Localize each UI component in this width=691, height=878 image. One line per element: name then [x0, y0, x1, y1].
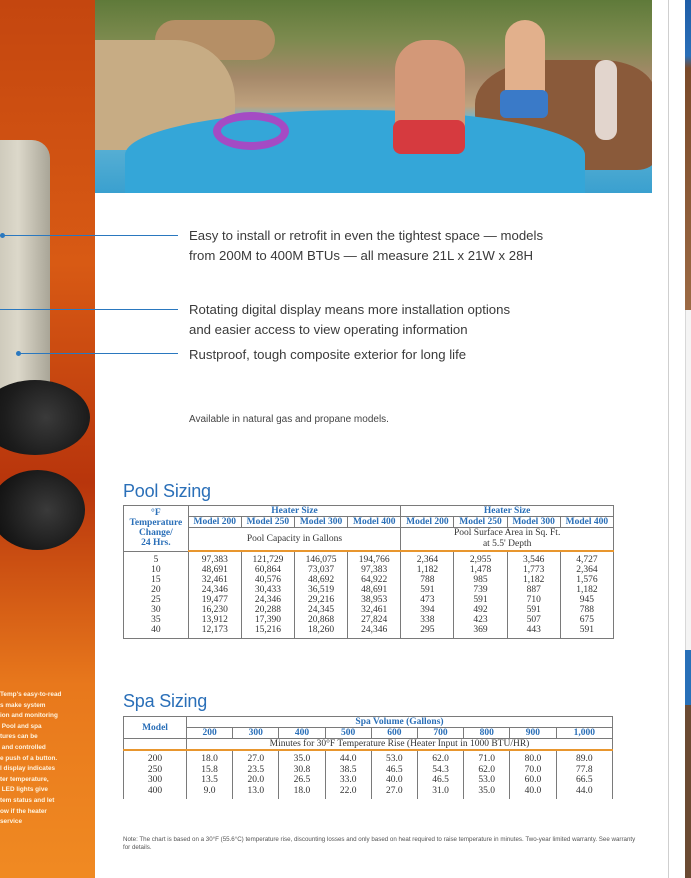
table-cell: 121,729: [252, 555, 284, 565]
value-column: [454, 551, 507, 639]
table-cell: 3,546: [523, 555, 545, 565]
value-column: [241, 551, 294, 639]
table-cell: 25: [151, 594, 161, 605]
table-cell: 788: [579, 605, 595, 615]
next-page-edge: [668, 0, 691, 878]
table-cell: 32,461: [361, 605, 388, 615]
table-cell: 18,260: [308, 625, 335, 635]
minutes-column: [510, 750, 556, 799]
value-column: [295, 551, 348, 639]
table-cell: 30,433: [254, 585, 281, 595]
table-cell: 60.0: [524, 775, 542, 785]
table-cell: 27.0: [247, 754, 265, 764]
volume-header-cell: 800: [464, 728, 510, 739]
volume-header-cell: 500: [325, 728, 371, 739]
table-cell: 443: [526, 625, 541, 635]
volume-header-cell: 300: [233, 728, 279, 739]
table-cell: 591: [420, 585, 435, 595]
footnote: Note: The chart is based on a 30°F (55.6°C) temperature rise, discounting losses and only based on heat required to raise temperature in minutes. Two-year limited warranty. See warranty for details.: [123, 836, 636, 851]
spa-sizing-table: [123, 716, 613, 799]
table-cell: 20: [151, 584, 161, 595]
table-cell: 12,173: [201, 625, 228, 635]
table-cell: 507: [526, 615, 541, 625]
table-cell: 36,519: [308, 585, 335, 595]
minutes-column: [187, 750, 233, 799]
table-cell: 62.0: [432, 754, 449, 764]
table-cell: 53.0: [478, 775, 496, 785]
left-panel-text: Temp's easy-to-read s make system ion and monitoring Pool and spa tures can be and controlled e push of a button. l display indicates ter temperature, LED lights give tem status and let ow if the heater service: [0, 691, 62, 826]
table-cell: 400: [147, 785, 163, 796]
table-cell: 16,230: [201, 605, 228, 615]
feature-install: Easy to install or retrofit in even the tightest space — models from 200M to 400M BTUs — all measure 21L x 21W x 28H: [189, 228, 544, 263]
callout-dot: [0, 233, 5, 238]
table-cell: 44.0: [575, 785, 593, 796]
table-cell: 13.0: [247, 785, 265, 796]
table-cell: 17,390: [254, 615, 281, 625]
spa-sizing-title: Spa Sizing: [123, 691, 208, 711]
volume-header-cell: 600: [371, 728, 417, 739]
table-cell: 146,075: [305, 555, 337, 565]
model-header: Model 300: [507, 517, 560, 528]
volume-header-cell: 700: [417, 728, 463, 739]
table-cell: 739: [473, 585, 488, 595]
heater-photo: [0, 140, 50, 410]
table-cell: 27,824: [361, 615, 388, 625]
value-column: [188, 551, 241, 639]
table-cell: 48,691: [361, 585, 388, 595]
callout-dot: [16, 351, 21, 356]
table-cell: 26.5: [293, 775, 311, 785]
table-cell: 591: [473, 595, 488, 605]
table-cell: 48,692: [308, 575, 335, 585]
table-cell: 4,727: [576, 555, 598, 565]
table-cell: 44.0: [339, 754, 357, 764]
model-header: Model 200: [401, 517, 454, 528]
minutes-column: [325, 750, 371, 799]
table-cell: 250: [147, 764, 163, 775]
table-cell: 18.0: [201, 754, 218, 764]
table-cell: 35.0: [293, 754, 311, 764]
table-cell: 15.8: [201, 764, 218, 775]
table-cell: 710: [526, 595, 541, 605]
table-cell: 2,364: [416, 555, 439, 565]
model-header: Model 250: [454, 517, 507, 528]
table-cell: 27.0: [386, 785, 403, 796]
minutes-label: Minutes for 30°F Temperature Rise (Heater Input in 1000 BTU/HR): [187, 739, 613, 751]
table-cell: 338: [420, 615, 435, 625]
table-cell: 23.5: [247, 764, 265, 775]
table-cell: 2,955: [469, 555, 492, 565]
heater-pipe: [0, 380, 90, 455]
table-cell: 788: [420, 575, 435, 585]
minutes-column: [556, 750, 613, 799]
table-cell: 40.0: [524, 785, 542, 796]
temperature-column: [124, 551, 189, 639]
table-cell: 35.0: [478, 785, 496, 796]
table-cell: 38.5: [339, 764, 357, 775]
table-cell: 1,576: [576, 575, 598, 585]
table-cell: 40: [151, 624, 161, 635]
table-cell: 2,364: [576, 565, 598, 575]
model-header: Model: [124, 717, 187, 739]
table-cell: 29,216: [308, 595, 335, 605]
table-cell: 15,216: [254, 625, 281, 635]
minutes-column: [371, 750, 417, 799]
table-cell: 89.0: [575, 754, 593, 764]
left-product-panel: [0, 0, 95, 878]
model-header: Model 400: [560, 517, 613, 528]
table-cell: 48,691: [201, 565, 228, 575]
volume-header-cell: 900: [510, 728, 556, 739]
volume-header-cell: 200: [187, 728, 233, 739]
table-cell: 20,288: [254, 605, 281, 615]
volume-header-cell: 1,000: [556, 728, 613, 739]
callout-line: [0, 235, 178, 236]
pool-photo: [95, 0, 652, 193]
availability-note: Available in natural gas and propane models.: [189, 414, 389, 425]
table-cell: 22.0: [339, 785, 357, 796]
capacity-label: Pool Capacity in Gallons: [188, 528, 401, 552]
table-cell: 60,864: [254, 565, 281, 575]
table-cell: 62.0: [478, 764, 496, 775]
table-cell: 492: [473, 605, 488, 615]
table-cell: 46.5: [386, 764, 403, 775]
table-cell: 1,182: [576, 585, 598, 595]
table-cell: 97,383: [361, 565, 388, 575]
table-cell: 31.0: [432, 785, 449, 796]
volume-header: Spa Volume (Gallons): [187, 717, 613, 728]
value-column: [401, 551, 454, 639]
callout-line: [18, 353, 178, 354]
table-cell: 295: [420, 625, 435, 635]
table-cell: 77.8: [575, 764, 593, 775]
table-cell: 591: [526, 605, 541, 615]
minutes-column: [464, 750, 510, 799]
table-cell: 9.0: [203, 785, 216, 796]
table-cell: 1,478: [469, 565, 492, 575]
table-cell: 24,346: [201, 585, 228, 595]
table-cell: 591: [579, 625, 595, 635]
table-cell: 24,345: [308, 605, 335, 615]
pool-sizing-title: Pool Sizing: [123, 481, 211, 501]
table-cell: 97,383: [201, 555, 228, 565]
table-cell: 675: [579, 615, 595, 625]
feature-display: Rotating digital display means more installation options and easier access to view operating information: [189, 302, 511, 337]
area-label: Pool Surface Area in Sq. Ft. at 5.5' Depth: [401, 528, 614, 552]
table-cell: 71.0: [478, 754, 496, 764]
volume-header-cell: 400: [279, 728, 325, 739]
table-cell: 30: [151, 604, 161, 615]
minutes-column: [279, 750, 325, 799]
table-cell: 30.8: [293, 764, 311, 775]
table-cell: 70.0: [524, 764, 542, 775]
group-header: Heater Size: [401, 506, 614, 517]
table-cell: 473: [420, 595, 435, 605]
table-cell: 54.3: [432, 764, 449, 775]
table-cell: 40.0: [386, 775, 403, 785]
table-cell: 53.0: [386, 754, 403, 764]
table-cell: 200: [147, 754, 163, 764]
table-cell: 985: [473, 575, 488, 585]
table-cell: 35: [151, 614, 161, 625]
model-header: Model 400: [348, 517, 401, 528]
table-cell: 300: [147, 775, 163, 785]
table-cell: 24,346: [254, 595, 281, 605]
table-cell: 945: [579, 595, 595, 605]
group-header: Heater Size: [188, 506, 401, 517]
callout-line: [0, 309, 178, 310]
table-cell: 33.0: [339, 775, 357, 785]
model-header: Model 200: [188, 517, 241, 528]
table-cell: 1,773: [523, 565, 545, 575]
pool-sizing-table: [123, 505, 614, 639]
table-cell: 887: [526, 585, 541, 595]
table-cell: 13,912: [201, 615, 228, 625]
table-cell: 13.5: [201, 775, 218, 785]
table-cell: 194,766: [358, 555, 390, 565]
table-cell: 369: [473, 625, 488, 635]
feature-exterior: Rustproof, tough composite exterior for long life: [189, 347, 467, 362]
value-column: [348, 551, 401, 639]
table-cell: 423: [473, 615, 488, 625]
table-cell: 38,953: [361, 595, 388, 605]
model-column: [124, 750, 187, 799]
table-cell: 394: [420, 605, 435, 615]
value-column: [507, 551, 560, 639]
corner-header: °F Temperature Change/ 24 Hrs.: [124, 506, 189, 552]
minutes-column: [233, 750, 279, 799]
table-cell: 66.5: [575, 775, 593, 785]
table-cell: 10: [151, 564, 161, 575]
table-cell: 46.5: [432, 775, 449, 785]
table-cell: 19,477: [201, 595, 228, 605]
table-cell: 5: [153, 554, 159, 565]
minutes-column: [417, 750, 463, 799]
model-header: Model 250: [241, 517, 294, 528]
table-cell: 1,182: [416, 565, 439, 575]
heater-pipe: [0, 470, 85, 550]
table-cell: 32,461: [201, 575, 228, 585]
table-cell: 64,922: [361, 575, 388, 585]
table-cell: 1,182: [523, 575, 545, 585]
value-column: [560, 551, 613, 639]
table-cell: 20,868: [308, 615, 335, 625]
model-header: Model 300: [295, 517, 348, 528]
table-cell: 20.0: [247, 775, 265, 785]
table-cell: 80.0: [524, 754, 542, 764]
table-cell: 18.0: [293, 785, 311, 796]
table-cell: 40,576: [254, 575, 281, 585]
table-cell: 24,346: [361, 625, 388, 635]
table-cell: 73,037: [308, 565, 335, 575]
table-cell: 15: [151, 574, 161, 585]
